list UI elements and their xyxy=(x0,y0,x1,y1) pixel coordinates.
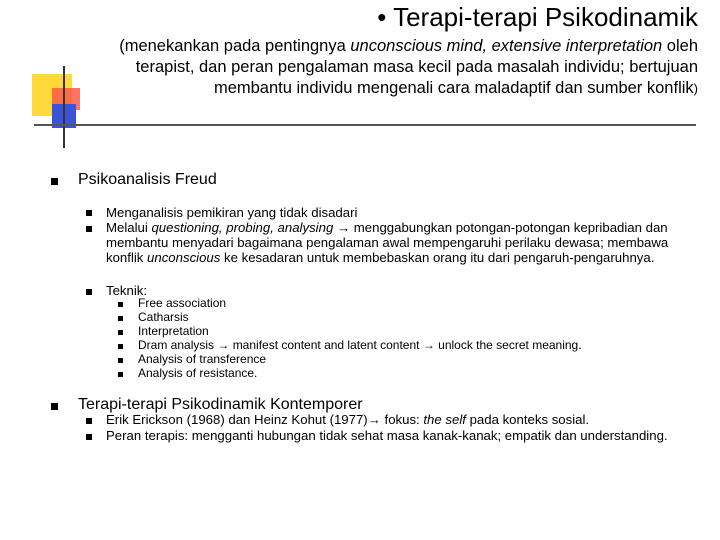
section2-heading: Terapi-terapi Psikodinamik Kontemporer xyxy=(78,396,363,413)
s1-item1: Menganalisis pemikiran yang tidak disadari xyxy=(106,205,358,220)
decor-vertical-line xyxy=(63,66,65,148)
s2-item1-c: pada konteks sosial. xyxy=(465,412,590,427)
s1-item2-a: Melalui xyxy=(106,220,152,235)
bullet-section2 xyxy=(51,403,58,410)
bullet-technique-3 xyxy=(118,330,123,335)
bullet-technique-5 xyxy=(118,358,123,363)
s2-item1-b: the self xyxy=(423,412,466,427)
s2-item1 xyxy=(106,412,706,427)
bullet-technique-6 xyxy=(118,372,123,377)
s2-item1-a: Erik Erickson (1968) dan Heinz Kohut (1977)→ fokus: xyxy=(106,412,424,427)
s2-item2: Peran terapis: mengganti hubungan tidak sehat masa kanak-kanak; empatik dan understanding. xyxy=(106,428,668,443)
technique-item: Analysis of transference xyxy=(138,352,267,366)
technique-item: Interpretation xyxy=(138,324,209,338)
bullet-s2-item1 xyxy=(86,418,92,424)
bullet-s1-item3 xyxy=(86,289,92,295)
bullet-s1-item2 xyxy=(86,226,92,232)
title-underline xyxy=(34,124,696,126)
s1-item2-c: → menggabungkan potongan-potongan kepribadian dan membantu menyadari bagaimana pengalaman awal mempengaruhi perilaku dewasa; membawa konflik xyxy=(106,220,669,265)
subtitle-part2: oleh terapist, dan peran pengalaman masa kecil pada masalah individu; bertujuan membantu individu mengenali cara maladaptif dan sumber konflik xyxy=(135,37,698,97)
s1-item2-b: questioning, probing, analysing xyxy=(151,220,334,235)
slide-subtitle xyxy=(100,36,698,99)
bullet-technique-1 xyxy=(118,302,123,307)
s1-item2 xyxy=(106,220,698,265)
s1-item3: Teknik: xyxy=(106,283,148,298)
technique-item: Catharsis xyxy=(138,310,189,324)
bullet-s2-item2 xyxy=(86,434,92,440)
subtitle-part3: ) xyxy=(693,81,698,96)
bullet-s1-item1 xyxy=(86,210,92,216)
technique-item: Free association xyxy=(138,296,227,310)
subtitle-italic: unconscious mind, extensive interpretation xyxy=(350,37,663,55)
technique-item: Analysis of resistance. xyxy=(138,366,258,380)
section1-heading: Psikoanalisis Freud xyxy=(78,171,217,188)
slide-title: • Terapi-terapi Psikodinamik xyxy=(377,2,698,32)
bullet-technique-4 xyxy=(118,344,123,349)
s1-item2-d: unconscious xyxy=(147,250,221,265)
bullet-section1 xyxy=(51,178,58,185)
bullet-technique-2 xyxy=(118,316,123,321)
subtitle-part1: (menekankan pada pentingnya xyxy=(119,37,351,55)
s1-item2-e: ke kesadaran untuk membebaskan orang itu dari pengaruh-pengaruhnya. xyxy=(220,250,655,265)
technique-item: Dram analysis → manifest content and latent content → unlock the secret meaning. xyxy=(138,338,582,352)
